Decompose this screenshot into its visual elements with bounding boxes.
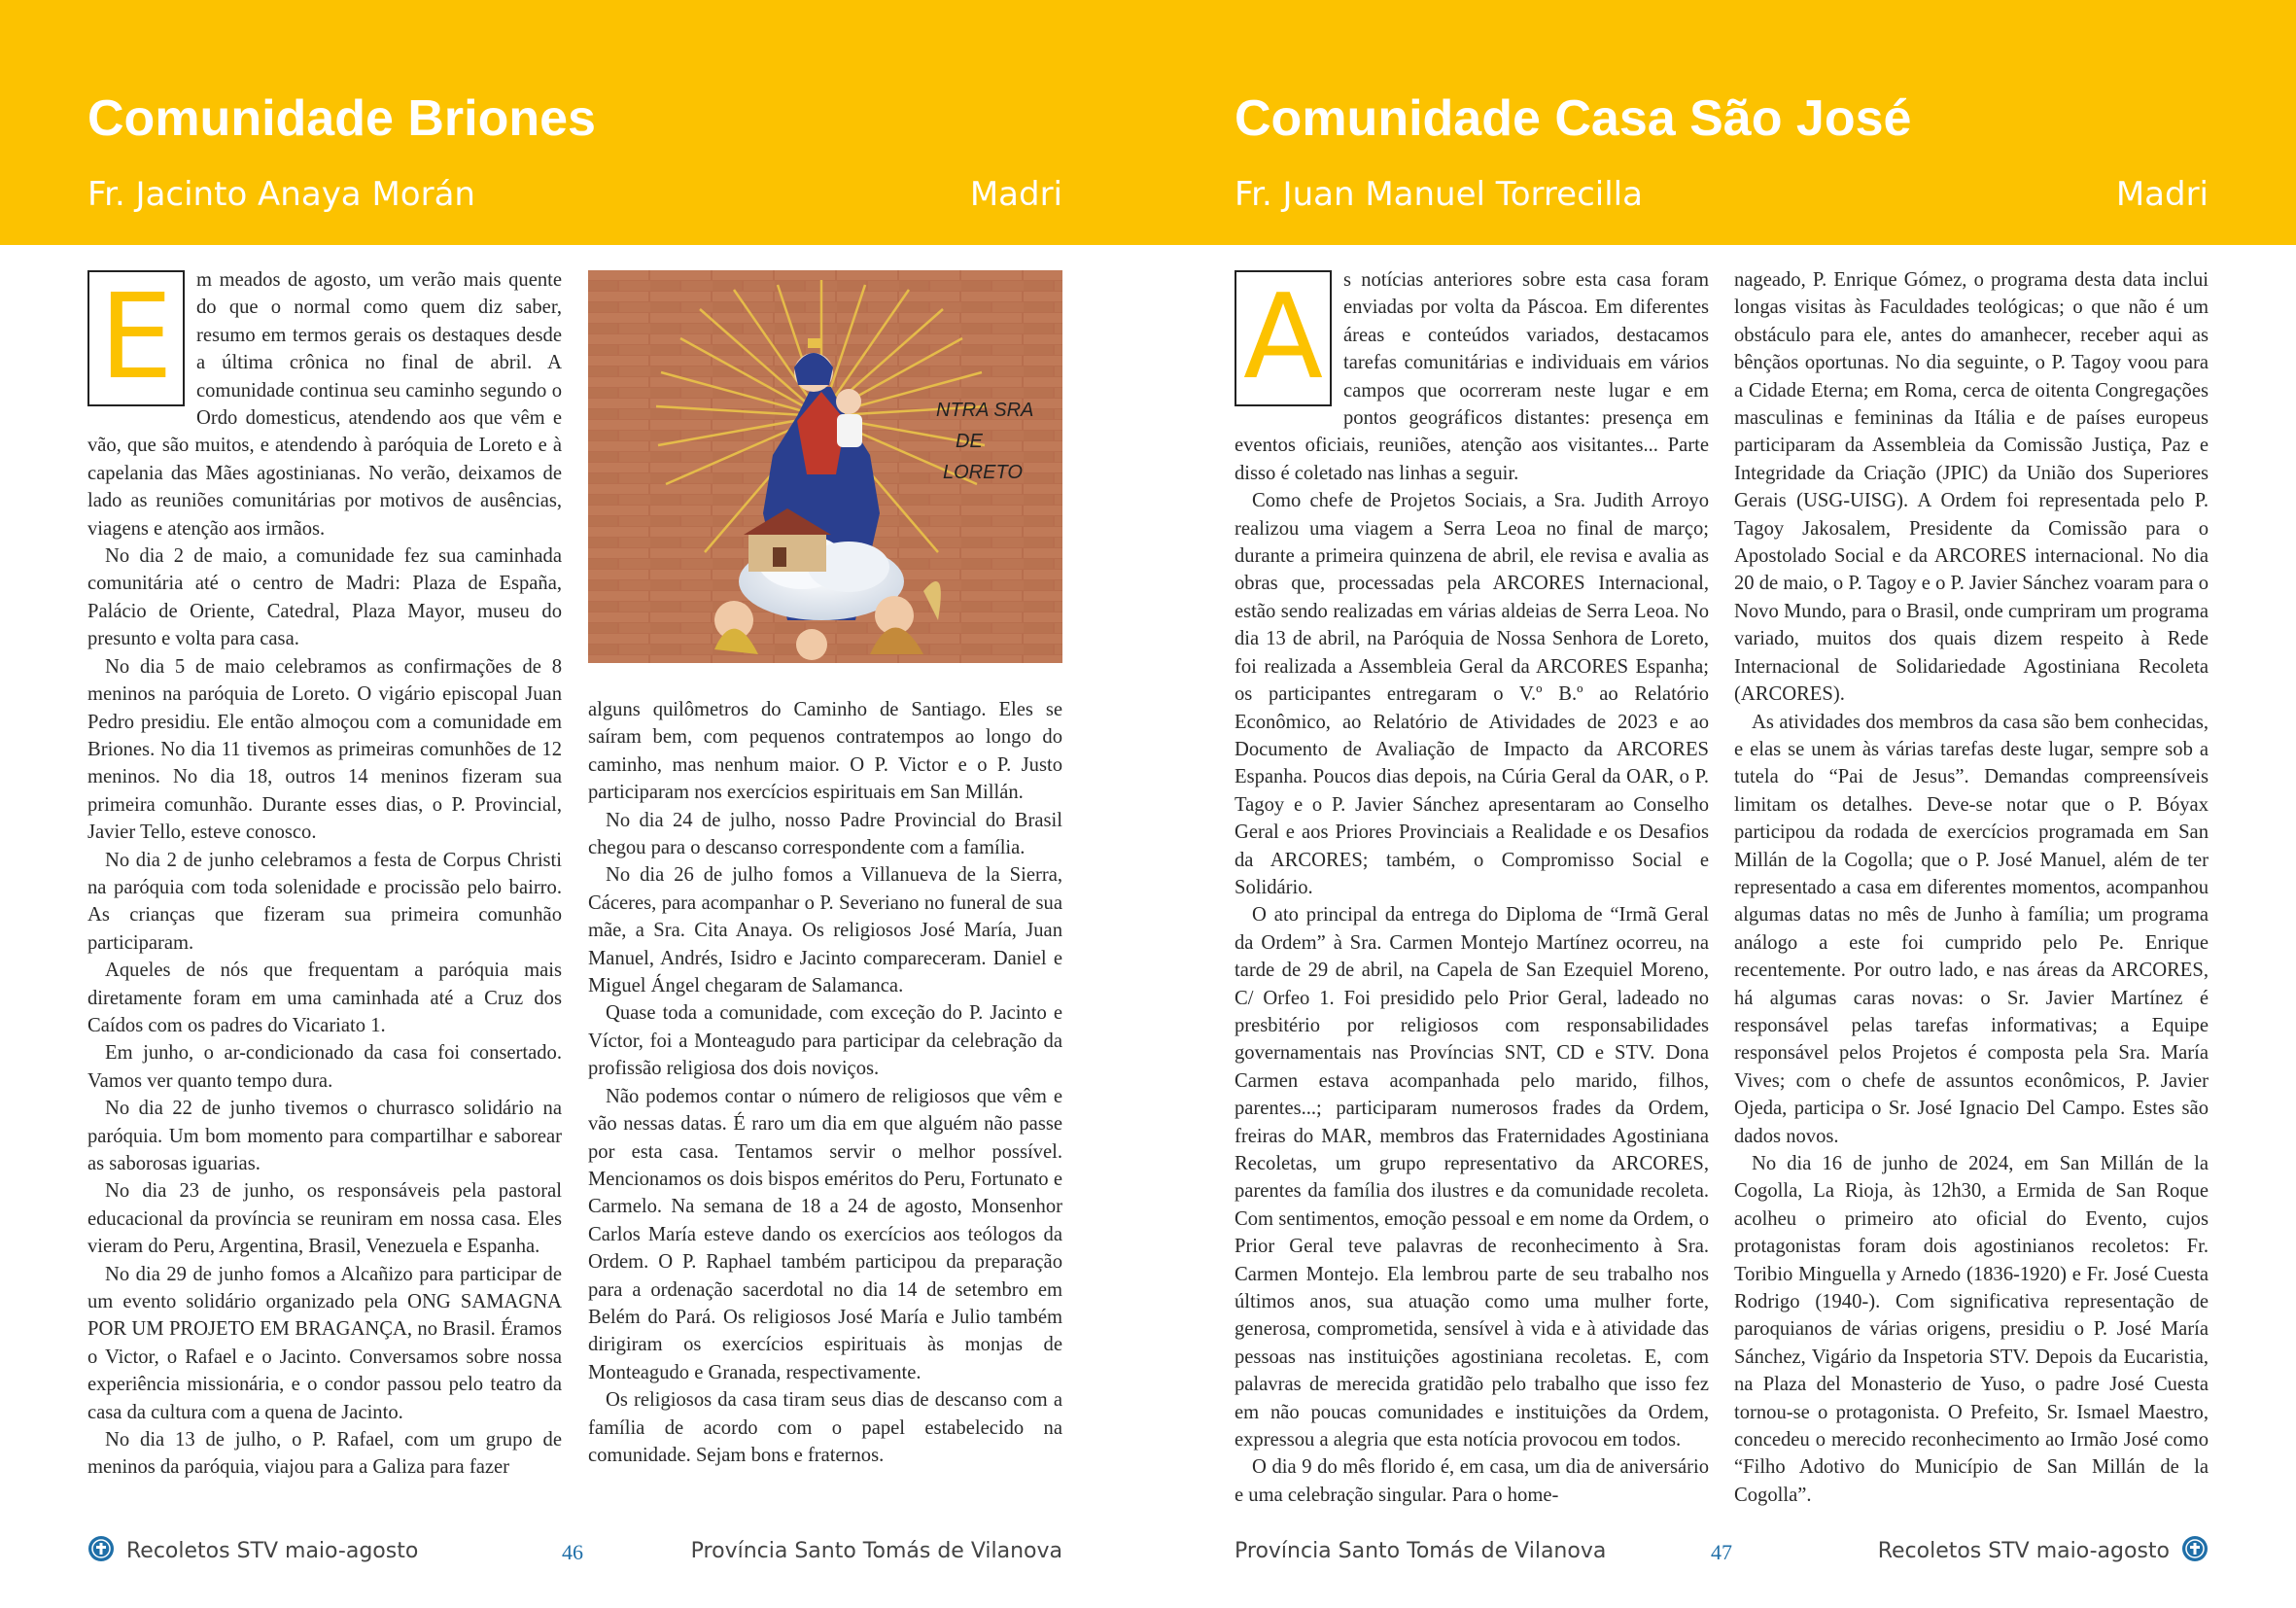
paragraph: No dia 2 de maio, a comunidade fez sua caminhada comunitária até o centro de Madri: Plaza de España, Palácio de Oriente, Catedral, Plaza Mayor, museu do presunto e volta para casa. xyxy=(87,545,562,650)
location: Madri xyxy=(2115,175,2209,214)
paragraph: No dia 23 de junho, os responsáveis pela pastoral educacional da província se reuniram em nossa casa. Eles vieram do Peru, Argentina, Brasil, Venezuela e Espanha. xyxy=(87,1180,562,1258)
article-column-2 xyxy=(588,696,1062,1469)
photo-inscription: NTRA SRA xyxy=(936,400,1034,421)
paragraph: nageado, P. Enrique Gómez, o programa desta data inclui longas visitas às Faculdades teológicas; o que não é um obstáculo para ele, antes do amanhecer, receber aqui as bênçãos oportunas. No dia seguinte, o P. Tagoy voou para a Cidade Eterna; em Roma, cerca de oitenta Congregações masculinas e femininas da Itália e de países europeus participaram da Assembleia da Comissão Justiça, Paz e Integridade da Criação (JPIC) da União dos Superiores Gerais (USG-UISG). A Ordem foi representada pelo P. Tagoy Jakosalem, Presidente da Comissão para o Apostolado Social e da ARCORES internacional. No dia 20 de maio, o P. Tagoy e o P. Javier Sánchez voaram para o Novo Mundo, para o Brasil, onde cumpriram um programa variado, muitos dos quais dizem respeito à Rede Internacional de Solidariedade Agostiniana Recoleta (ARCORES). xyxy=(1734,269,2209,706)
paragraph: No dia 22 de junho tivemos o churrasco solidário na paróquia. Um bom momento para compartilhar e saborear as saborosas iguarias. xyxy=(87,1098,562,1174)
article-column-2 xyxy=(1734,266,2209,1509)
page-number: 47 xyxy=(1711,1540,1732,1564)
page-number: 46 xyxy=(562,1540,583,1564)
author: Fr. Jacinto Anaya Morán xyxy=(87,175,475,214)
paragraph: Quase toda a comunidade, com exceção do P. Jacinto e Víctor, foi a Monteagudo para participar da celebração da profissão religiosa dos dois noviços. xyxy=(588,1002,1062,1080)
right-page xyxy=(1148,0,2296,1608)
page-title: Comunidade Briones xyxy=(87,90,596,147)
paragraph: No dia 24 de julho, nosso Padre Provincial do Brasil chegou para o descanso correspondente com a família. xyxy=(588,809,1062,859)
dropcap: A xyxy=(1235,270,1332,406)
paragraph: alguns quilômetros do Caminho de Santiago. Eles se saíram bem, com pequenos contratempos ao longo do caminho, mas nenhum maior. O P. Victor e o P. Justo participaram nos exercícios espirituais em San Millán. xyxy=(588,699,1062,804)
location: Madri xyxy=(969,175,1062,214)
article-column-1 xyxy=(87,266,562,1482)
stv-seal-icon xyxy=(87,1535,115,1562)
dropcap: E xyxy=(87,270,185,406)
paragraph: As atividades dos membros da casa são bem conhecidas, e elas se unem às várias tarefas deste lugar, sempre sob a tutela do “Pai de Jesus”. Demandas compreensíveis limitam os detalhes. Deve-se notar que o P. Bóyax participou da rodada de exercícios programada em San Millán de la Cogolla; que o P. José Manuel, além de ter representado a casa em diferentes momentos, acompanhou algumas datas no mês de Junho à família; um programa análogo a este foi cumprido pelo Pe. Enrique recentemente. Por outro lado, e nas áreas da ARCORES, há algumas caras novas: o Sr. Javier Martínez é responsável pelas tarefas informativas; a Equipe responsável pelos Projetos é composta pela Sra. María Vives; com o chefe de assuntos econômicos, P. Javier Ojeda, participa o Sr. José Ignacio Del Campo. Estes são dados novos. xyxy=(1734,711,2209,1147)
photo-inscription: DE xyxy=(956,431,983,452)
stv-seal-icon xyxy=(2181,1535,2209,1562)
page-title: Comunidade Casa São José xyxy=(1235,90,1912,147)
paragraph: Não podemos contar o número de religiosos que vêm e vão nessas datas. É raro um dia em que alguém não passe por esta casa. Tentamos servir o melhor possível. Mencionamos os dois bispos eméritos do Peru, Fortunato e Carmelo. Na semana de 18 a 24 de agosto, Monsenhor Carlos María esteve dando os exercícios aos teólogos da Ordem. O P. Raphael também participou da preparação para a ordenação sacerdotal no dia 14 de setembro em Belém do Pará. Os religiosos José María e Julio também dirigiram os exercícios espirituais às monjas de Monteagudo e Granada, respectivamente. xyxy=(588,1085,1062,1383)
paragraph: O dia 9 do mês florido é, em casa, um dia de aniversário e uma celebração singular. Para o home- xyxy=(1235,1456,1709,1506)
paragraph: No dia 13 de julho, o P. Rafael, com um grupo de meninos da paróquia, viajou para a Galiza para fazer xyxy=(87,1429,562,1479)
paragraph: O ato principal da entrega do Diploma de “Irmã Geral da Ordem” à Sra. Carmen Montejo Martínez ocorreu, na tarde de 29 de abril, na Capela de San Ezequiel Moreno, C/ Orfeo 1. Foi presidido pelo Prior Geral, ladeado no presbitério por religiosos com responsabilidades governamentais nas Províncias SNT, CD e STV. Dona Carmen estava acompanhada pelo marido, filhos, parentes...; participaram numerosos frades da Ordem, freiras do MAR, membros das Fraternidades Agostiniana Recoletas, um grupo representativo da ARCORES, parentes da família dos ilustres e da comunidade recoleta. Com sentimentos, emoção pessoal e em nome da Ordem, o Prior Geral teve palavras de reconhecimento à Sra. Carmen Montejo. Ela lembrou parte de seu trabalho nos últimos anos, sua atuação como uma mulher forte, generosa, comprometida, sensível à vida e à atividade das pessoas nas instituições agostiniana recoletas. E, com palavras de merecida gratidão pelo trabalho que isso fez em não poucas comunidades e instituições da Ordem, expressou a alegria que esta notícia provocou em todos. xyxy=(1235,904,1709,1451)
paragraph: Como chefe de Projetos Sociais, a Sra. Judith Arroyo realizou uma viagem a Serra Leoa no final de março; durante a primeira quinzena de abril, ele revisa e avalia as obras que, processadas pela ARCORES Internacional, estão sendo realizadas em várias aldeias de Serra Leoa. No dia 13 de abril, na Paróquia de Nossa Senhora de Loreto, foi realizada a Assembleia Geral da ARCORES Espanha; os participantes entregaram o V.º B.º ao Relatório Econômico, ao Relatório de Atividades de 2023 e ao Documento de Avaliação de Impacto da ARCORES Espanha. Poucos dias depois, na Cúria Geral da OAR, o P. Tagoy e o P. Javier Sánchez apresentaram ao Conselho Geral e aos Priores Provinciais a Realidade e os Desafios da ARCORES; também, o Compromisso Social e Solidário. xyxy=(1235,490,1709,898)
article-column-1 xyxy=(1235,266,1709,1509)
virgin-loreto-statue-photo xyxy=(588,270,1062,663)
paragraph: Em junho, o ar-condicionado da casa foi consertado. Vamos ver quanto tempo dura. xyxy=(87,1042,562,1092)
footer-province: Província Santo Tomás de Vilanova xyxy=(1235,1539,1607,1563)
paragraph: s notícias anteriores sobre esta casa foram enviadas por volta da Páscoa. Em diferentes áreas e conteúdos variados, destacamos tarefas comunitárias e individuais em vários campos que ocorreram neste lugar e em pontos geográficos distantes: presença em eventos oficiais, reuniões, atenção aos visitantes... Parte disso é coletado nas linhas a seguir. xyxy=(1235,269,1709,484)
paragraph: No dia 5 de maio celebramos as confirmações de 8 meninos na paróquia de Loreto. O vigário episcopal Juan Pedro presidiu. Ele então almoçou com a comunidade em Briones. No dia 11 tivemos as primeiras comunhões de 12 meninos. No dia 18, outros 14 meninos fizeram sua primeira comunhão. Durante esses dias, o P. Provincial, Javier Tello, esteve conosco. xyxy=(87,655,562,844)
paragraph: No dia 26 de julho fomos a Villanueva de la Sierra, Cáceres, para acompanhar o P. Severiano no funeral de sua mãe, a Sra. Cita Anaya. Os religiosos José María, Juan Manuel, Andrés, Isidro e Jacinto compareceram. Daniel e Miguel Ángel chegaram de Salamanca. xyxy=(588,864,1062,997)
author: Fr. Juan Manuel Torrecilla xyxy=(1235,175,1643,214)
footer-province: Província Santo Tomás de Vilanova xyxy=(690,1539,1062,1563)
footer-publication: Recoletos STV maio-agosto xyxy=(1877,1539,2170,1563)
paragraph: No dia 16 de junho de 2024, em San Millán de la Cogolla, La Rioja, às 12h30, a Ermida de San Roque acolheu o primeiro ato oficial do Evento, cujos protagonistas foram dois agostinianos recoletos: Fr. Toribio Minguella y Arnedo (1836-1920) e Fr. José Cuesta Rodrigo (1940-). Com significativa representação de paroquianos de várias origens, presidiu o P. José María Sánchez, Vigário da Inspetoria STV. Depois da Eucaristia, na Plaza del Monasterio de Yuso, o padre José Cuesta tornou-se o protagonista. O Prefeito, Sr. Ismael Maestro, concedeu o merecido reconhecimento ao Irmão José como “Filho Adotivo do Município de San Millán de la Cogolla”. xyxy=(1734,1153,2209,1506)
paragraph: No dia 29 de junho fomos a Alcañizo para participar de um evento solidário organizado pela ONG SAMAGNA POR UM PROJETO EM BRAGANÇA, no Brasil. Éramos o Victor, o Rafael e o Jacinto. Conversamos sobre nossa experiência missionária, e o condor passou pelo teatro da casa da cultura com a quena de Jacinto. xyxy=(87,1263,562,1423)
paragraph: No dia 2 de junho celebramos a festa de Corpus Christi na paróquia com toda solenidade e procissão pelo bairro. As crianças que fizeram sua primeira comunhão participaram. xyxy=(87,849,562,954)
paragraph: Aqueles de nós que frequentam a paróquia mais diretamente foram em uma caminhada até a Cruz dos Caídos com os padres do Vicariato 1. xyxy=(87,960,562,1036)
paragraph: m meados de agosto, um verão mais quente do que o normal como quem diz saber, resumo em termos gerais os destaques desde a última crônica no final de abril. A comunidade continua seu caminho segundo o Ordo domesticus, atendendo aos que vêm e vão, que são muitos, e atendendo à paróquia de Loreto e à capelania das Mães agostinianas. No verão, deixamos de lado as reuniões comunitárias por motivos de ausências, viagens e atenção aos irmãos. xyxy=(87,269,562,540)
footer-publication: Recoletos STV maio-agosto xyxy=(126,1539,419,1563)
photo-inscription: LORETO xyxy=(943,462,1023,483)
paragraph: Os religiosos da casa tiram seus dias de descanso com a família de acordo com o papel estabelecido na comunidade. Sejam bons e fraternos. xyxy=(588,1389,1062,1466)
